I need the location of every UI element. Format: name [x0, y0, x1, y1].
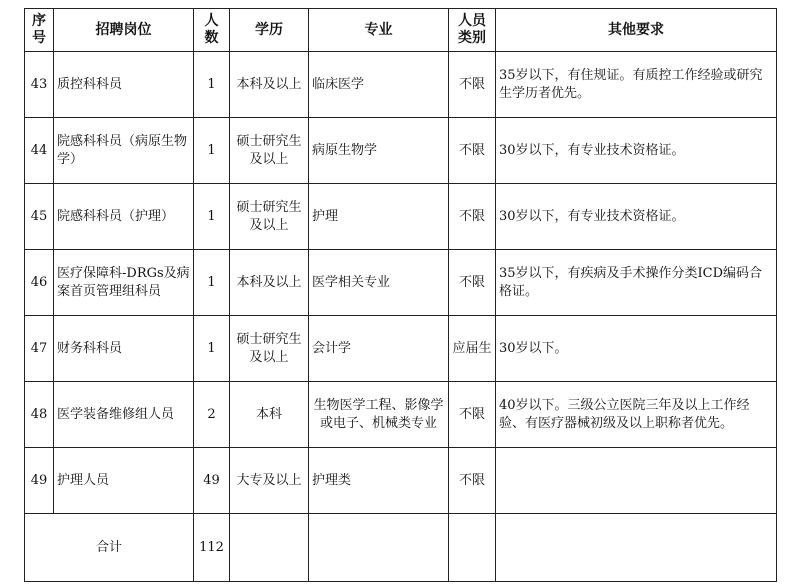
cell-seq: 48	[25, 382, 54, 448]
cell-position: 护理人员	[54, 448, 194, 514]
cell-category: 不限	[449, 52, 496, 118]
table-row	[25, 184, 777, 250]
cell-category: 不限	[449, 448, 496, 514]
cell-count: 1	[194, 52, 230, 118]
cell-education: 硕士研究生及以上	[230, 316, 309, 382]
cell-count: 1	[194, 250, 230, 316]
recruitment-table	[24, 8, 777, 582]
cell-major: 护理	[309, 184, 449, 250]
cell-seq: 45	[25, 184, 54, 250]
table-row	[25, 250, 777, 316]
cell-major: 病原生物学	[309, 118, 449, 184]
cell-category: 不限	[449, 118, 496, 184]
header-seq: 序号	[25, 9, 54, 52]
empty-cell	[449, 514, 496, 582]
header-count: 人数	[194, 9, 230, 52]
table-row	[25, 382, 777, 448]
total-label: 合计	[25, 514, 194, 582]
cell-requirements: 30岁以下，有专业技术资格证。	[496, 184, 777, 250]
cell-category: 应届生	[449, 316, 496, 382]
empty-cell	[230, 514, 309, 582]
cell-position: 院感科科员（病原生物学）	[54, 118, 194, 184]
cell-education: 硕士研究生及以上	[230, 118, 309, 184]
cell-position: 医疗保障科-DRGs及病案首页管理组科员	[54, 250, 194, 316]
table-row	[25, 118, 777, 184]
table-row	[25, 448, 777, 514]
cell-major: 护理类	[309, 448, 449, 514]
total-count: 112	[194, 514, 230, 582]
cell-requirements: 30岁以下。	[496, 316, 777, 382]
cell-requirements: 35岁以下，有疾病及手术操作分类ICD编码合格证。	[496, 250, 777, 316]
cell-count: 1	[194, 316, 230, 382]
cell-category: 不限	[449, 382, 496, 448]
cell-education: 硕士研究生及以上	[230, 184, 309, 250]
table-row	[25, 316, 777, 382]
cell-seq: 43	[25, 52, 54, 118]
header-row	[25, 9, 777, 52]
empty-cell	[496, 514, 777, 582]
cell-requirements	[496, 448, 777, 514]
cell-position: 院感科科员（护理）	[54, 184, 194, 250]
cell-seq: 46	[25, 250, 54, 316]
cell-count: 49	[194, 448, 230, 514]
cell-education: 本科	[230, 382, 309, 448]
header-category: 人员类别	[449, 9, 496, 52]
cell-requirements: 35岁以下，有住规证。有质控工作经验或研究生学历者优先。	[496, 52, 777, 118]
cell-count: 2	[194, 382, 230, 448]
cell-major: 临床医学	[309, 52, 449, 118]
cell-position: 质控科科员	[54, 52, 194, 118]
cell-requirements: 30岁以下，有专业技术资格证。	[496, 118, 777, 184]
header-position: 招聘岗位	[54, 9, 194, 52]
cell-position: 财务科科员	[54, 316, 194, 382]
cell-count: 1	[194, 184, 230, 250]
header-education: 学历	[230, 9, 309, 52]
table-row	[25, 52, 777, 118]
cell-category: 不限	[449, 250, 496, 316]
cell-education: 大专及以上	[230, 448, 309, 514]
header-requirements: 其他要求	[496, 9, 777, 52]
cell-major: 医学相关专业	[309, 250, 449, 316]
cell-major: 会计学	[309, 316, 449, 382]
header-major: 专业	[309, 9, 449, 52]
cell-major: 生物医学工程、影像学或电子、机械类专业	[309, 382, 449, 448]
cell-seq: 47	[25, 316, 54, 382]
empty-cell	[309, 514, 449, 582]
cell-requirements: 40岁以下。三级公立医院三年及以上工作经验、有医疗器械初级及以上职称者优先。	[496, 382, 777, 448]
cell-position: 医学装备维修组人员	[54, 382, 194, 448]
cell-education: 本科及以上	[230, 250, 309, 316]
total-row	[25, 514, 777, 582]
cell-seq: 44	[25, 118, 54, 184]
cell-seq: 49	[25, 448, 54, 514]
cell-education: 本科及以上	[230, 52, 309, 118]
cell-category: 不限	[449, 184, 496, 250]
cell-count: 1	[194, 118, 230, 184]
